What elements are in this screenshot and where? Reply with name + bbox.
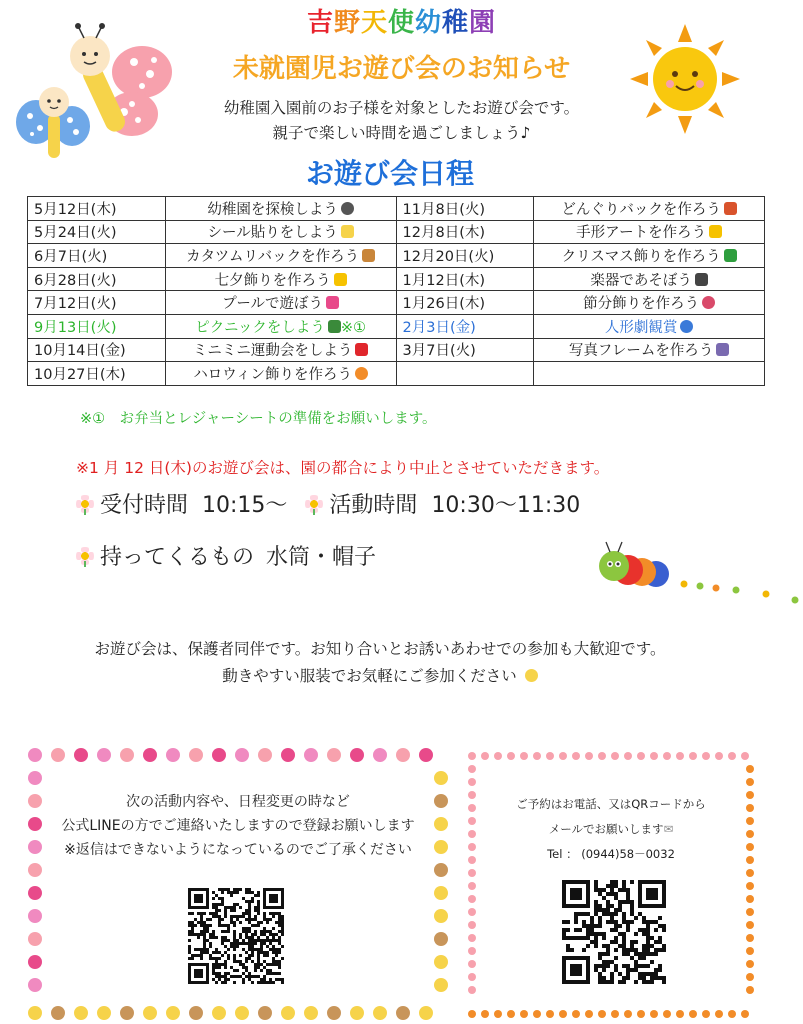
frame-decoration xyxy=(663,752,671,760)
title-char: 天 xyxy=(360,8,388,38)
schedule-date: 10月14日(金) xyxy=(28,338,166,362)
schedule-date: 6月7日(火) xyxy=(28,244,166,268)
frame-decoration xyxy=(676,1010,684,1018)
intro-line-1: 幼稚園入園前のお子様を対象としたお遊び会です。 xyxy=(223,99,580,117)
schedule-activity: ミニミニ運動会をしよう xyxy=(165,338,396,362)
caterpillar-illustration xyxy=(596,540,801,610)
frame-decoration xyxy=(434,955,448,969)
schedule-date: 1月26日(木) xyxy=(396,291,534,315)
contact-info-box xyxy=(468,752,754,1018)
title-char: 園 xyxy=(469,8,497,38)
schedule-activity: 幼稚園を探検しよう xyxy=(165,197,396,221)
schedule-activity: 人形劇観賞 xyxy=(534,314,765,338)
schedule-activity: クリスマス飾りを作ろう xyxy=(534,244,765,268)
frame-decoration xyxy=(468,882,476,890)
bring-items: 水筒・帽子 xyxy=(266,545,377,570)
schedule-date: 3月7日(火) xyxy=(396,338,534,362)
frame-decoration xyxy=(434,909,448,923)
frame-decoration xyxy=(396,1006,410,1020)
star-icon xyxy=(334,273,347,286)
intro-line-2: 親子で楽しい時間を過ごしましょう♪ xyxy=(272,124,531,142)
reception-label: 受付時間 xyxy=(100,493,189,518)
frame-decoration xyxy=(28,955,42,969)
frame-decoration xyxy=(624,1010,632,1018)
frame-decoration xyxy=(746,934,754,942)
frame-decoration xyxy=(746,947,754,955)
time-info-row xyxy=(76,488,580,519)
frame-decoration xyxy=(28,748,42,762)
frame-decoration xyxy=(468,908,476,916)
bento-note: ※① お弁当とレジャーシートの準備をお願いします。 xyxy=(80,411,437,427)
frame-decoration xyxy=(572,1010,580,1018)
frame-decoration xyxy=(120,748,134,762)
schedule-activity: ハロウィン飾りを作ろう xyxy=(165,362,396,386)
frame-decoration xyxy=(97,748,111,762)
frame-decoration xyxy=(598,1010,606,1018)
notepad-icon xyxy=(341,225,354,238)
table-row xyxy=(28,244,765,268)
line-info-line-1: 次の活動内容や、日程変更の時など xyxy=(126,794,350,810)
frame-decoration xyxy=(120,1006,134,1020)
frame-decoration xyxy=(520,752,528,760)
frame-decoration xyxy=(74,1006,88,1020)
contact-info-text xyxy=(468,792,754,867)
frame-decoration xyxy=(51,748,65,762)
frame-decoration xyxy=(189,748,203,762)
frame-decoration xyxy=(143,1006,157,1020)
frame-decoration xyxy=(715,752,723,760)
frame-decoration xyxy=(676,752,684,760)
frame-decoration xyxy=(212,1006,226,1020)
frame-decoration xyxy=(468,895,476,903)
line-info-text xyxy=(28,790,448,862)
schedule-activity: 写真フレームを作ろう xyxy=(534,338,765,362)
frame-decoration xyxy=(258,1006,272,1020)
frame-decoration xyxy=(28,932,42,946)
frame-decoration xyxy=(189,1006,203,1020)
schedule-activity: 七夕飾りを作ろう xyxy=(165,267,396,291)
frame-decoration xyxy=(728,1010,736,1018)
table-row xyxy=(28,291,765,315)
schedule-activity xyxy=(534,362,765,386)
pumpkin-icon xyxy=(355,367,368,380)
cancel-note: ※1 月 12 日(木)のお遊び会は、園の都合により中止とさせていただきます。 xyxy=(76,459,610,477)
schedule-date: 2月3日(金) xyxy=(396,314,534,338)
bear-icon xyxy=(680,320,693,333)
tree-icon xyxy=(724,249,737,262)
frame-decoration xyxy=(746,921,754,929)
frame-decoration xyxy=(746,765,754,773)
frame-decoration xyxy=(28,863,42,877)
camera-icon xyxy=(716,343,729,356)
frame-decoration xyxy=(663,1010,671,1018)
flower-icon xyxy=(76,495,94,513)
schedule-activity: 手形アートを作ろう xyxy=(534,220,765,244)
frame-decoration xyxy=(468,921,476,929)
schedule-activity: ピクニックをしよう ※① xyxy=(165,314,396,338)
envelope-icon: ✉ xyxy=(663,822,674,836)
frame-decoration xyxy=(235,748,249,762)
title-char: 吉 xyxy=(306,8,334,38)
frame-decoration xyxy=(507,1010,515,1018)
frame-decoration xyxy=(468,752,476,760)
bring-info-row xyxy=(76,540,376,571)
frame-decoration xyxy=(166,1006,180,1020)
schedule-date: 12月8日(木) xyxy=(396,220,534,244)
frame-decoration xyxy=(468,1010,476,1018)
frame-decoration xyxy=(520,1010,528,1018)
frame-decoration xyxy=(327,1006,341,1020)
schedule-date: 11月8日(火) xyxy=(396,197,534,221)
frame-decoration xyxy=(689,752,697,760)
schedule-activity: どんぐりバックを作ろう xyxy=(534,197,765,221)
frame-decoration xyxy=(507,752,515,760)
schedule-date: 12月20日(火) xyxy=(396,244,534,268)
schedule-heading: お遊び会日程 xyxy=(305,157,474,190)
frame-decoration xyxy=(533,752,541,760)
intro-text xyxy=(0,96,803,146)
flag-icon xyxy=(355,343,368,356)
frame-decoration xyxy=(350,748,364,762)
frame-decoration xyxy=(746,908,754,916)
footnote-mark: ※① xyxy=(340,319,367,336)
contact-tel: Tel ： (0944)58－0032 xyxy=(547,847,675,861)
title-char: 使 xyxy=(387,8,415,38)
frame-decoration xyxy=(304,1006,318,1020)
frame-decoration xyxy=(434,886,448,900)
snail-icon xyxy=(362,249,375,262)
frame-decoration xyxy=(281,748,295,762)
page-subtitle: 未就園児お遊び会のお知らせ xyxy=(232,54,571,84)
chick-icon xyxy=(525,669,538,682)
frame-decoration xyxy=(258,748,272,762)
frame-decoration xyxy=(97,1006,111,1020)
frame-decoration xyxy=(28,1006,42,1020)
table-row xyxy=(28,267,765,291)
frame-decoration xyxy=(28,886,42,900)
schedule-date: 5月12日(木) xyxy=(28,197,166,221)
bring-label: 持ってくるもの xyxy=(100,545,255,570)
frame-decoration xyxy=(468,765,476,773)
schedule-date: 6月28日(火) xyxy=(28,267,166,291)
title-char: 野 xyxy=(333,8,361,38)
schedule-date: 10月27日(木) xyxy=(28,362,166,386)
frame-decoration xyxy=(746,986,754,994)
table-row xyxy=(28,197,765,221)
frame-decoration xyxy=(327,748,341,762)
leaf-icon xyxy=(724,202,737,215)
frame-decoration xyxy=(468,778,476,786)
frame-decoration xyxy=(434,978,448,992)
closing-line-1: お遊び会は、保護者同伴です。お知り合いとお誘いあわせでの参加も大歓迎です。 xyxy=(94,640,666,658)
frame-decoration xyxy=(28,909,42,923)
schedule-date: 5月24日(火) xyxy=(28,220,166,244)
frame-decoration xyxy=(434,932,448,946)
frame-decoration xyxy=(350,1006,364,1020)
frame-decoration xyxy=(598,752,606,760)
frame-decoration xyxy=(585,1010,593,1018)
schedule-activity: プールで遊ぼう xyxy=(165,291,396,315)
frame-decoration xyxy=(702,752,710,760)
table-row xyxy=(28,220,765,244)
reception-time: 10:15～ xyxy=(202,493,288,518)
kindergarten-name xyxy=(0,2,803,39)
table-row xyxy=(28,314,765,338)
frame-decoration xyxy=(650,752,658,760)
activity-label: 活動時間 xyxy=(329,493,418,518)
frame-decoration xyxy=(637,752,645,760)
frame-decoration xyxy=(572,752,580,760)
frame-decoration xyxy=(468,947,476,955)
frame-decoration xyxy=(396,748,410,762)
schedule-date xyxy=(396,362,534,386)
frame-decoration xyxy=(689,1010,697,1018)
flower-icon xyxy=(76,547,94,565)
table-row xyxy=(28,338,765,362)
frame-decoration xyxy=(166,748,180,762)
closing-line-2: 動きやすい服装でお気軽にご参加ください xyxy=(0,663,760,690)
frame-decoration xyxy=(611,752,619,760)
frame-decoration xyxy=(468,973,476,981)
frame-decoration xyxy=(746,882,754,890)
contact-line-1: ご予約はお電話、又はQRコードから xyxy=(516,797,706,811)
mail-qr-code[interactable] xyxy=(562,880,666,984)
line-info-line-3: ※返信はできないようになっているのでご了承ください xyxy=(64,842,412,858)
frame-decoration xyxy=(212,748,226,762)
frame-decoration xyxy=(373,748,387,762)
frame-decoration xyxy=(434,863,448,877)
frame-decoration xyxy=(28,978,42,992)
frame-decoration xyxy=(533,1010,541,1018)
frame-decoration xyxy=(559,1010,567,1018)
fish-icon xyxy=(326,296,339,309)
schedule-date: 9月13日(火) xyxy=(28,314,166,338)
frame-decoration xyxy=(650,1010,658,1018)
closing-text xyxy=(0,636,760,690)
line-info-box xyxy=(28,748,448,1020)
frame-decoration xyxy=(235,1006,249,1020)
frame-decoration xyxy=(728,752,736,760)
frame-decoration xyxy=(715,1010,723,1018)
line-info-line-2: 公式LINEの方でご連絡いたしますので登録お願いします xyxy=(61,818,415,834)
title-char: 稚 xyxy=(442,8,470,38)
frame-decoration xyxy=(143,748,157,762)
frame-decoration xyxy=(28,771,42,785)
line-qr-code[interactable] xyxy=(188,888,284,984)
frame-decoration xyxy=(741,752,749,760)
frame-decoration xyxy=(373,1006,387,1020)
frame-decoration xyxy=(419,1006,433,1020)
contact-line-2: メールでお願いします✉ xyxy=(548,822,674,836)
flower-icon xyxy=(305,495,323,513)
frame-decoration xyxy=(637,1010,645,1018)
oni-icon xyxy=(702,296,715,309)
frame-decoration xyxy=(419,748,433,762)
frame-decoration xyxy=(746,778,754,786)
frame-decoration xyxy=(481,1010,489,1018)
frame-decoration xyxy=(741,1010,749,1018)
frame-decoration xyxy=(559,752,567,760)
frame-decoration xyxy=(746,895,754,903)
piano-icon xyxy=(695,273,708,286)
schedule-date: 1月12日(木) xyxy=(396,267,534,291)
frame-decoration xyxy=(74,748,88,762)
frame-decoration xyxy=(611,1010,619,1018)
frame-decoration xyxy=(624,752,632,760)
title-char: 幼 xyxy=(415,8,443,38)
frame-decoration xyxy=(304,748,318,762)
frame-decoration xyxy=(481,752,489,760)
schedule-activity: 節分飾りを作ろう xyxy=(534,291,765,315)
frame-decoration xyxy=(51,1006,65,1020)
frame-decoration xyxy=(546,1010,554,1018)
table-row xyxy=(28,362,765,386)
frame-decoration xyxy=(281,1006,295,1020)
frame-decoration xyxy=(585,752,593,760)
bento-icon xyxy=(328,320,341,333)
frame-decoration xyxy=(702,1010,710,1018)
schedule-date: 7月12日(火) xyxy=(28,291,166,315)
frame-decoration xyxy=(494,1010,502,1018)
thumbs-up-icon xyxy=(709,225,722,238)
schedule-activity: 楽器であそぼう xyxy=(534,267,765,291)
frame-decoration xyxy=(468,934,476,942)
frame-decoration xyxy=(434,771,448,785)
frame-decoration xyxy=(746,869,754,877)
frame-decoration xyxy=(468,960,476,968)
frame-decoration xyxy=(468,869,476,877)
schedule-activity: カタツムリバックを作ろう xyxy=(165,244,396,268)
schedule-activity: シール貼りをしよう xyxy=(165,220,396,244)
activity-time: 10:30～11:30 xyxy=(431,493,581,518)
schedule-table xyxy=(27,196,765,386)
frame-decoration xyxy=(468,986,476,994)
frame-decoration xyxy=(746,973,754,981)
frame-decoration xyxy=(546,752,554,760)
eyes-icon xyxy=(341,202,354,215)
frame-decoration xyxy=(494,752,502,760)
frame-decoration xyxy=(746,960,754,968)
